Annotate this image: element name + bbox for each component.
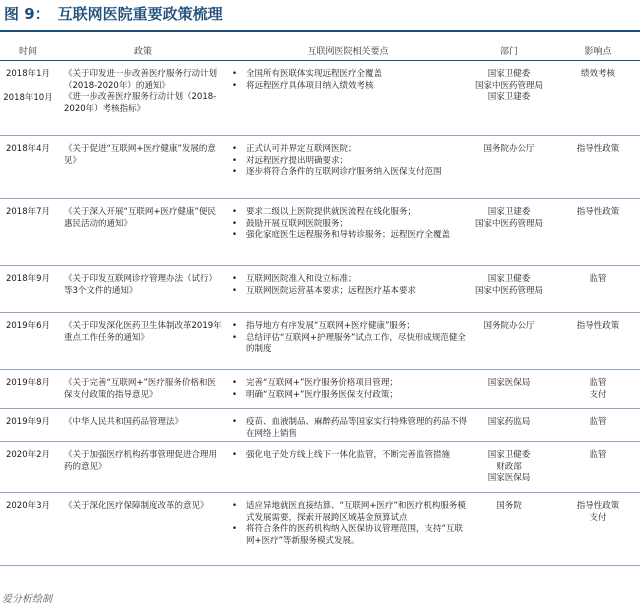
cell-dept	[470, 69, 548, 104]
influence-text: 监管	[589, 378, 607, 388]
dept-text: 国家中医药管理局	[474, 218, 543, 229]
table-row	[0, 442, 640, 493]
cell-points	[228, 321, 468, 356]
dept-text: 国家中医药管理局	[474, 80, 543, 91]
dept-text: 国家药监局	[487, 417, 531, 427]
dept-text: 国家卫健委	[487, 450, 531, 460]
cell-date	[0, 501, 56, 513]
cell-policy	[64, 417, 222, 429]
cell-policy	[64, 450, 222, 473]
point-item: • 鼓励开展互联网医院服务；	[228, 219, 468, 231]
dept-text: 国家卫健委	[487, 274, 531, 284]
influence-text: 绩效考核	[580, 69, 615, 79]
dept-text: 国家医保局	[487, 473, 531, 483]
points-list	[228, 207, 468, 242]
header-points: 互联网医院相关要点	[307, 47, 389, 57]
date-text: 2020年2月	[5, 450, 51, 460]
influence-text: 指导性政策	[576, 144, 620, 154]
influence-text: 支付	[589, 389, 607, 400]
point-item: • 疫苗、血液制品、麻醉药品等国家实行特殊管理的药品不得在网络上销售	[228, 417, 468, 440]
cell-policy	[64, 321, 222, 344]
points-list	[228, 417, 468, 440]
points-list	[228, 450, 468, 462]
policy-text: 《关于印发互联网诊疗管理办法（试行）等3个文件的通知》	[64, 274, 218, 296]
policy-text: 《关于深化医疗保障制度改革的意见》	[64, 501, 209, 511]
point-item: • 强化电子处方线上线下一体化监管，不断完善监管措施	[228, 450, 468, 462]
cell-date	[0, 321, 56, 333]
date-text: 2019年6月	[5, 321, 51, 331]
cell-date	[0, 378, 56, 390]
point-item: • 将远程医疗具体项目纳入绩效考核	[228, 81, 468, 93]
dept-text: 国家卫建委	[487, 92, 531, 102]
point-item: • 总结评估“互联网+护理服务”试点工作，尽快形成规范健全的制度	[228, 333, 468, 356]
point-item: • 明确“互联网+”医疗服务医保支付政策；	[228, 390, 468, 402]
table-row	[0, 409, 640, 442]
date-text: 2019年8月	[5, 378, 51, 388]
point-item: • 适应异地就医直接结算、“互联网+医疗”和医疗机构服务模式发展需要，探索开展跨区域基金预算试点	[228, 501, 468, 524]
policy-text: 《关于深入开展“互联网+医疗健康”便民惠民活动的通知》	[64, 207, 216, 229]
point-item: • 互联网医院准入和设立标准；	[228, 274, 468, 286]
table-row	[0, 199, 640, 266]
dept-text: 国务院办公厅	[483, 144, 535, 154]
cell-dept	[470, 450, 548, 485]
header-policy: 政策	[133, 47, 152, 57]
cell-date	[0, 69, 56, 104]
points-list	[228, 321, 468, 356]
table-row	[0, 313, 640, 370]
cell-policy	[64, 69, 222, 115]
dept-text: 国务院	[496, 501, 522, 511]
cell-influence	[556, 417, 640, 429]
dept-text: 国家中医药管理局	[474, 285, 543, 296]
date-text: 2018年4月	[5, 144, 51, 154]
dept-text: 国家卫建委	[487, 207, 531, 217]
cell-influence	[556, 144, 640, 156]
cell-date	[0, 207, 56, 219]
dept-text: 财政部	[496, 461, 522, 472]
influence-text: 指导性政策	[576, 321, 620, 331]
points-list	[228, 69, 468, 92]
date-text: 2018年10月	[3, 92, 53, 103]
policy-text: 《关于印发进一步改善医疗服务行动计划（2018-2020年）的通知》	[64, 69, 218, 91]
table-row	[0, 136, 640, 199]
cell-points	[228, 274, 468, 297]
cell-date	[0, 450, 56, 462]
influence-text: 指导性政策	[576, 501, 620, 511]
cell-date	[0, 417, 56, 429]
cell-policy	[64, 144, 222, 167]
cell-policy	[64, 501, 222, 513]
table-header	[0, 40, 640, 61]
cell-points	[228, 69, 468, 92]
title-underline	[0, 30, 640, 32]
policy-text: 《关于促进“互联网+医疗健康”发展的意见》	[64, 144, 216, 166]
points-list	[228, 274, 468, 297]
cell-points	[228, 450, 468, 462]
policy-text: 《关于加强医疗机构药事管理促进合理用药的意见》	[64, 450, 218, 472]
cell-points	[228, 417, 468, 440]
influence-text: 监管	[589, 450, 607, 460]
cell-date	[0, 144, 56, 156]
table-row	[0, 266, 640, 313]
points-list	[228, 501, 468, 547]
cell-influence	[556, 207, 640, 219]
cell-date	[0, 274, 56, 286]
header-influence: 影响点	[584, 47, 612, 57]
figure-title-text: 互联网医院重要政策梳理	[57, 5, 223, 23]
table-row	[0, 493, 640, 566]
table-row	[0, 61, 640, 136]
cell-dept	[470, 274, 548, 297]
points-list	[228, 378, 468, 401]
cell-points	[228, 378, 468, 401]
point-item: • 强化家庭医生远程服务和导转诊服务；远程医疗全覆盖	[228, 230, 468, 242]
point-item: • 互联网医院运营基本要求；远程医疗基本要求	[228, 286, 468, 298]
policy-text: 《中华人民共和国药品管理法》	[64, 417, 184, 427]
cell-dept	[470, 321, 548, 333]
points-list	[228, 144, 468, 179]
cell-influence	[556, 450, 640, 462]
cell-policy	[64, 207, 222, 230]
policy-text: 《进一步改善医疗服务行动计划（2018-2020年）考核指标》	[64, 92, 217, 114]
date-text: 2019年9月	[5, 417, 51, 427]
cell-dept	[470, 378, 548, 390]
cell-points	[228, 501, 468, 547]
cell-influence	[556, 501, 640, 524]
source-note: 爱分析绘制	[2, 594, 52, 605]
date-text: 2020年3月	[5, 501, 51, 511]
table-body	[0, 61, 640, 566]
figure-number: 图 9：	[4, 5, 50, 23]
point-item: • 逐步将符合条件的互联网诊疗服务纳入医保支付范围	[228, 167, 468, 179]
cell-influence	[556, 378, 640, 401]
date-text: 2018年7月	[5, 207, 51, 217]
influence-text: 支付	[589, 512, 607, 523]
dept-text: 国家卫健委	[487, 69, 531, 79]
cell-policy	[64, 274, 222, 297]
cell-dept	[470, 501, 548, 513]
cell-influence	[556, 321, 640, 333]
table-row	[0, 370, 640, 409]
cell-influence	[556, 274, 640, 286]
point-item: • 要求二级以上医院提供就医流程在线化服务；	[228, 207, 468, 219]
dept-text: 国务院办公厅	[483, 321, 535, 331]
cell-points	[228, 207, 468, 242]
cell-policy	[64, 378, 222, 401]
point-item: • 将符合条件的医药机构纳入医保协议管理范围，支持“互联网+医疗”等新服务模式发展。	[228, 524, 468, 547]
influence-text: 监管	[589, 417, 607, 427]
point-item: • 对远程医疗提出明确要求；	[228, 156, 468, 168]
header-dept: 部门	[499, 47, 518, 57]
cell-points	[228, 144, 468, 179]
cell-dept	[470, 144, 548, 156]
point-item: • 全国所有医联体实现远程医疗全覆盖	[228, 69, 468, 81]
influence-text: 指导性政策	[576, 207, 620, 217]
header-date: 时间	[18, 47, 37, 57]
influence-text: 监管	[589, 274, 607, 284]
point-item: • 正式认可并界定互联网医院；	[228, 144, 468, 156]
dept-text: 国家医保局	[487, 378, 531, 388]
figure-title	[4, 3, 223, 25]
cell-dept	[470, 207, 548, 230]
policy-text: 《关于完善“互联网+”医疗服务价格和医保支付政策的指导意见》	[64, 378, 216, 400]
cell-influence	[556, 69, 640, 81]
cell-dept	[470, 417, 548, 429]
date-text: 2018年9月	[5, 274, 51, 284]
point-item: • 完善“互联网+”医疗服务价格项目管理；	[228, 378, 468, 390]
policy-text: 《关于印发深化医药卫生体制改革2019年重点工作任务的通知》	[64, 321, 222, 343]
date-text: 2018年1月	[5, 69, 51, 79]
policy-table	[0, 40, 640, 566]
point-item: • 指导地方有序发展“互联网+医疗健康”服务；	[228, 321, 468, 333]
